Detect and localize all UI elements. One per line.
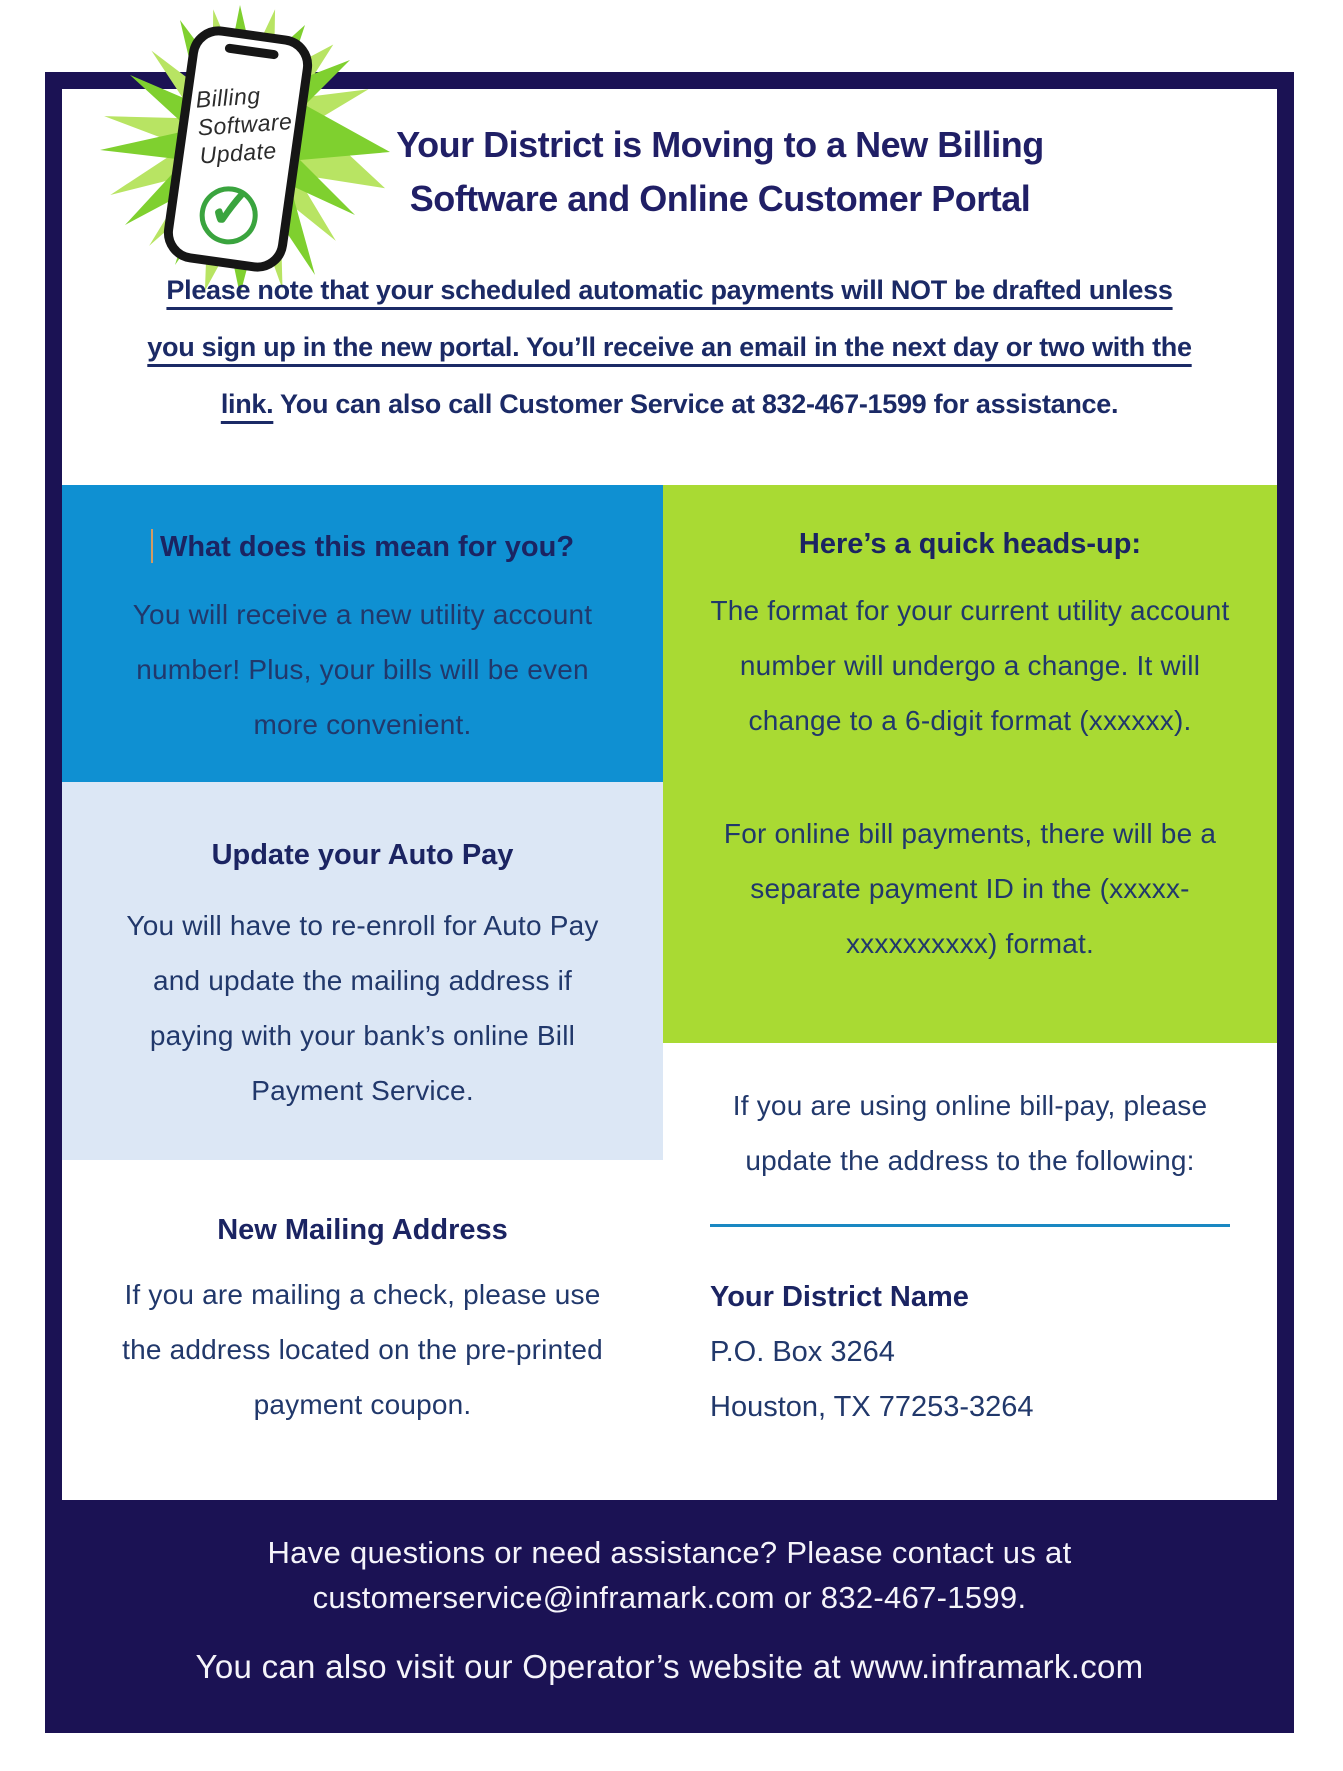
- page-title: [340, 118, 1100, 226]
- district-name: Your District Name: [710, 1281, 969, 1313]
- heads-up-box: [663, 485, 1277, 1043]
- frame-border-right: [1277, 72, 1294, 1733]
- new-mailing-address-heading: New Mailing Address: [217, 1214, 508, 1246]
- new-mailing-address-section: [62, 1202, 663, 1432]
- badge-line-2: Software: [196, 107, 294, 141]
- intro-line-2: you sign up in the new portal. You’ll receive an email in the next day or two with the: [147, 332, 1192, 362]
- divider-rule: [710, 1224, 1230, 1227]
- heads-up-para-2: For online bill payments, there will be a separate payment ID in the (xxxxx-xxxxxxxxxx) format.: [723, 818, 1217, 959]
- frame-border-left: [45, 72, 62, 1733]
- billpay-intro: If you are using online bill-pay, please update the address to the following:: [732, 1090, 1208, 1176]
- page-title-line-1: Your District is Moving to a New Billing: [396, 124, 1044, 165]
- mailing-address-block: [710, 1270, 1277, 1435]
- billing-update-badge-text: [195, 79, 301, 170]
- city-state-zip-line: Houston, TX 77253-3264: [710, 1391, 1034, 1423]
- intro-link-text: link.: [220, 389, 274, 419]
- heads-up-para-1: The format for your current utility account number will undergo a change. It will change to a 6-digit format (xxxxxx).: [710, 595, 1230, 736]
- text-cursor: [151, 529, 153, 563]
- footer-contact-line-1: Have questions or need assistance? Please contact us at: [267, 1535, 1072, 1570]
- intro-line-1: Please note that your scheduled automatic payments will NOT be drafted unless: [166, 275, 1173, 305]
- footer-website-line: You can also visit our Operator’s website at www.inframark.com: [195, 1648, 1144, 1685]
- po-box-line: P.O. Box 3264: [710, 1336, 895, 1368]
- what-this-means-body: You will receive a new utility account number! Plus, your bills will be even more convenient.: [132, 599, 593, 740]
- footer-contact-line-2: customerservice@inframark.com or 832-467-1599.: [312, 1580, 1027, 1615]
- intro-paragraph: [62, 262, 1277, 433]
- intro-line-3: You can also call Customer Service at 832-467-1599 for assistance.: [273, 389, 1119, 419]
- phone-notch: [224, 43, 279, 59]
- badge-line-1: Billing: [194, 82, 262, 113]
- online-billpay-section: [663, 1078, 1277, 1435]
- auto-pay-body: You will have to re-enroll for Auto Pay and update the mailing address if paying with your bank’s online Bill Payment Service.: [126, 910, 599, 1106]
- page-title-line-2: Software and Online Customer Portal: [409, 178, 1031, 219]
- new-mailing-address-body: If you are mailing a check, please use the address located on the pre-printed payment coupon.: [122, 1279, 603, 1420]
- contact-footer: [45, 1500, 1294, 1733]
- what-this-means-heading: What does this mean for you?: [62, 529, 663, 563]
- heads-up-heading: Here’s a quick heads-up:: [798, 528, 1142, 560]
- auto-pay-heading: Update your Auto Pay: [211, 839, 514, 871]
- badge-line-3: Update: [198, 137, 278, 169]
- what-this-means-box: [62, 485, 663, 782]
- auto-pay-box: [62, 782, 663, 1160]
- check-icon: ✓: [206, 175, 256, 241]
